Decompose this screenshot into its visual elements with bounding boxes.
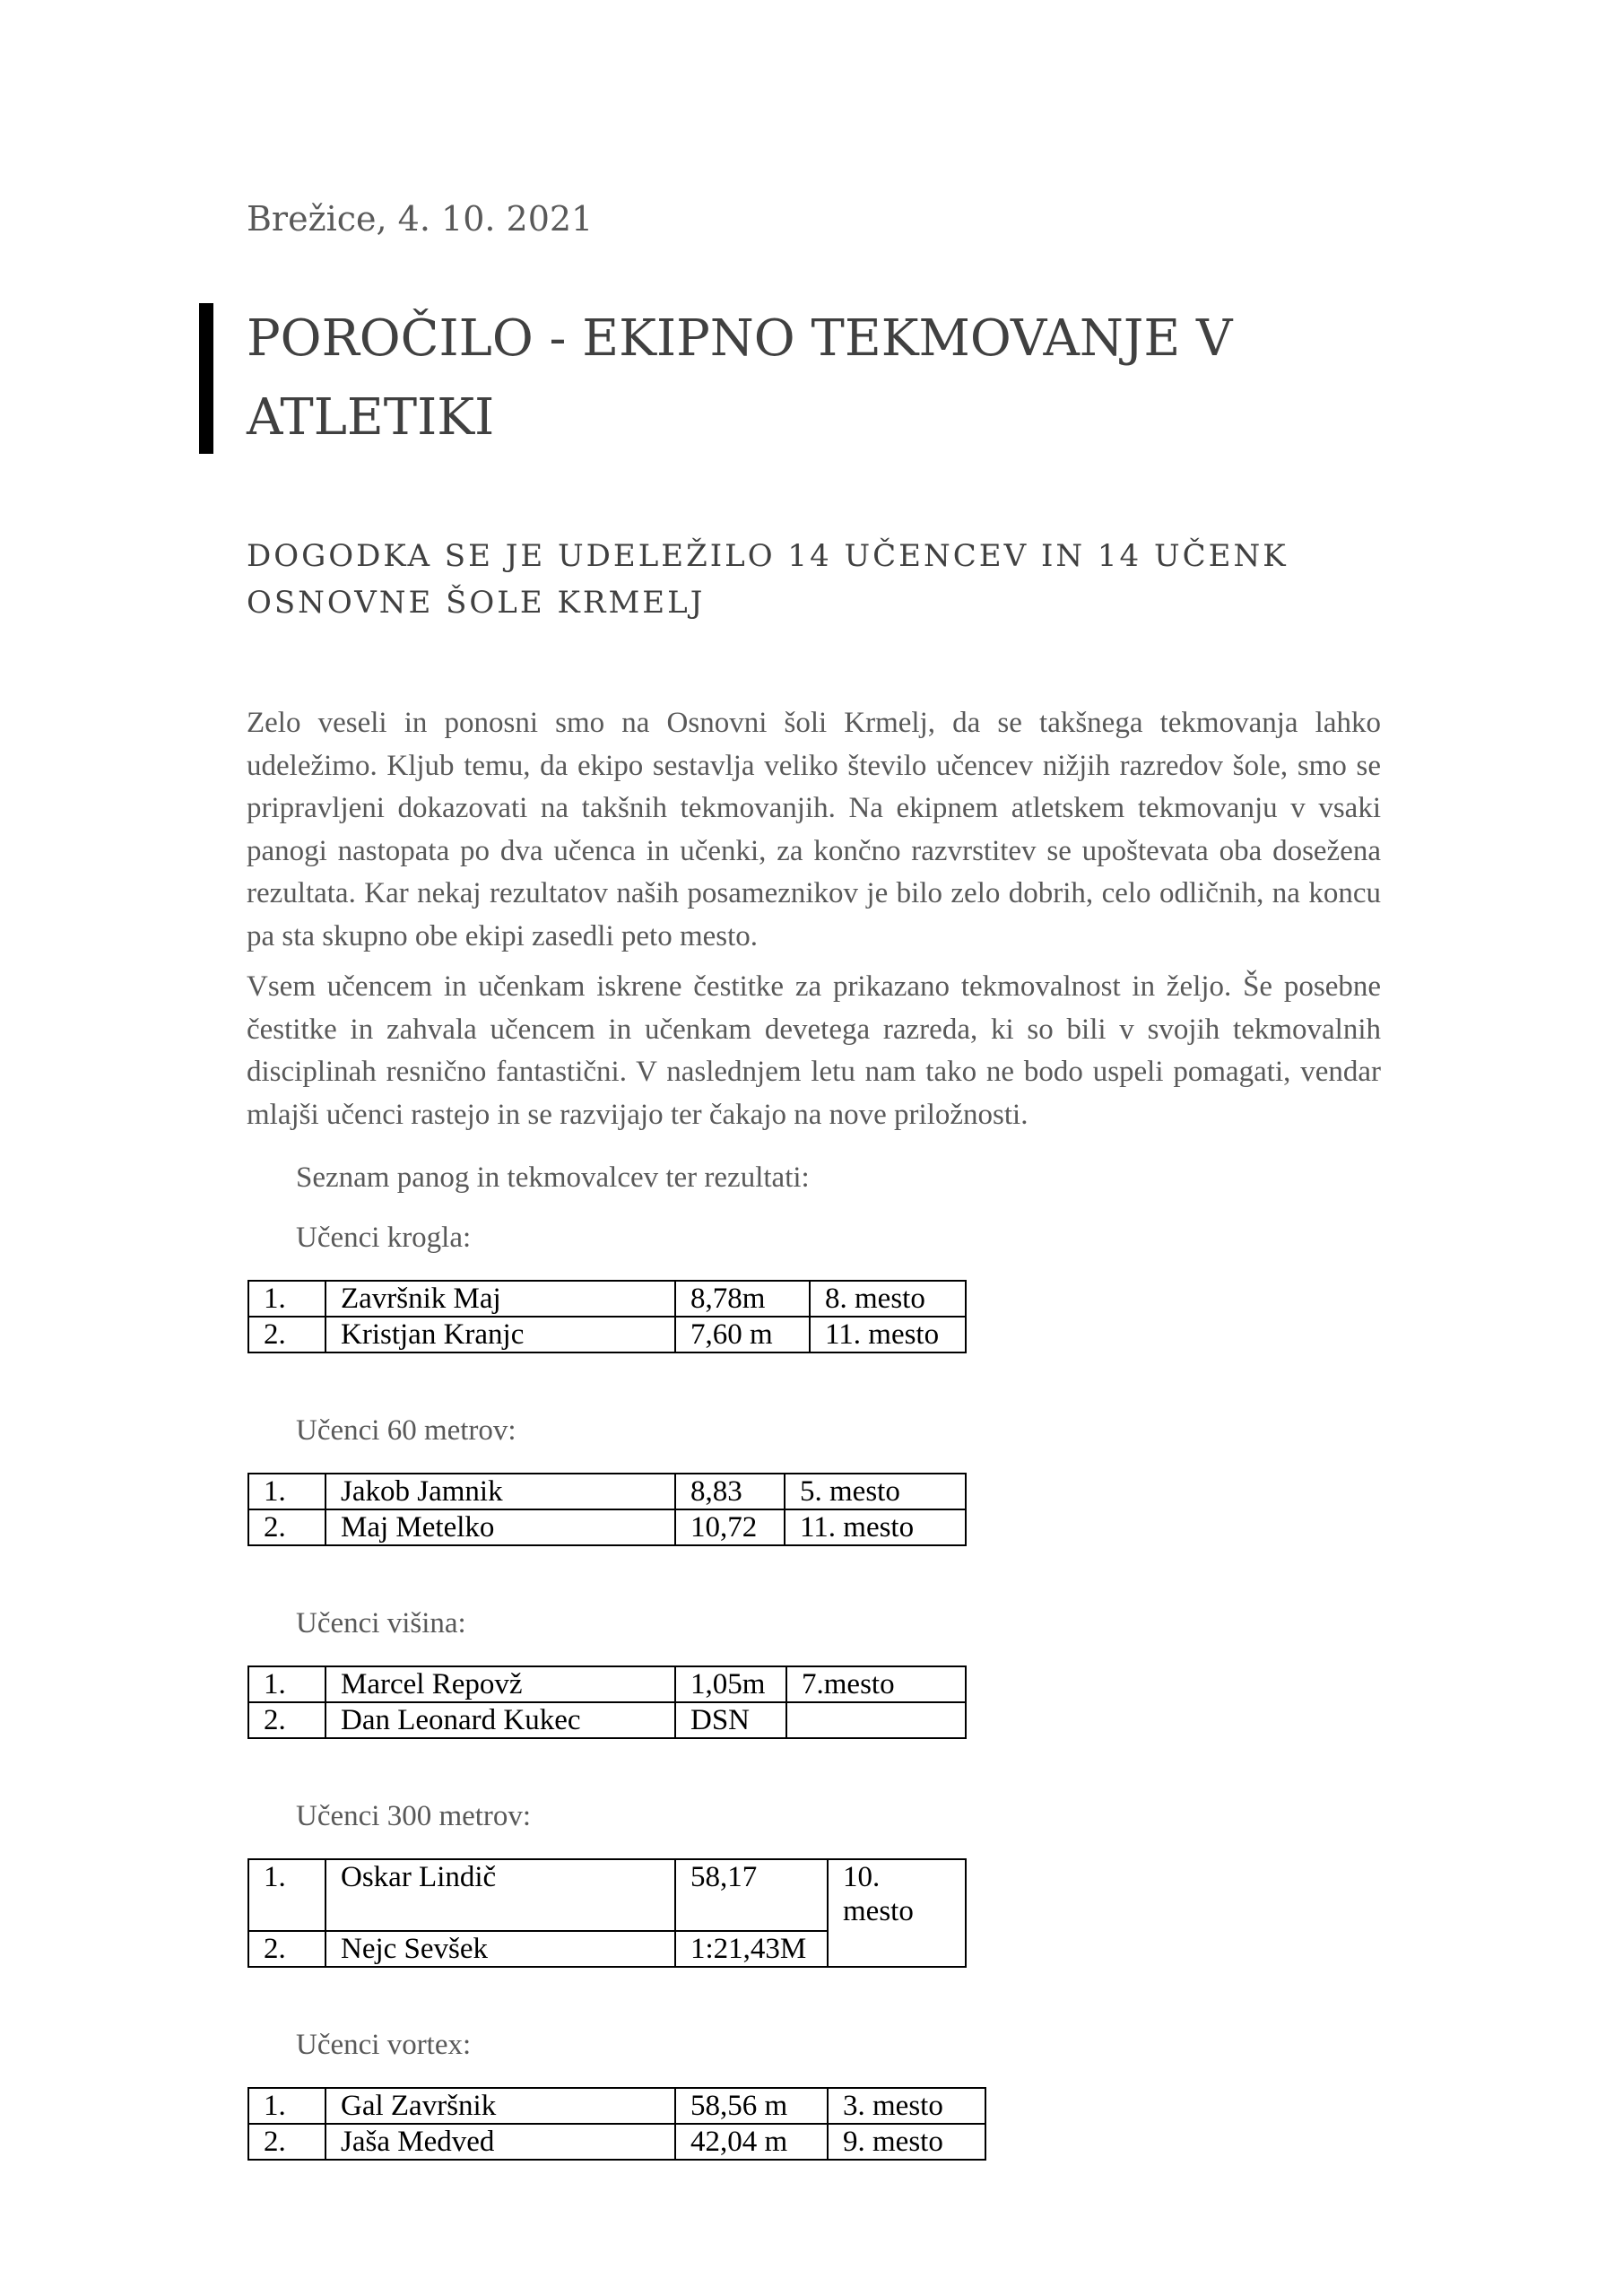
- name-cell: Marcel Repovž: [325, 1666, 675, 1702]
- place-cell: 9. mesto: [828, 2124, 985, 2160]
- name-cell: Dan Leonard Kukec: [325, 1702, 675, 1738]
- result-cell: 1,05m: [675, 1666, 786, 1702]
- place-cell: 7.mesto: [786, 1666, 966, 1702]
- result-cell: 1:21,43M: [675, 1931, 828, 1967]
- results-table-60-metrov: [247, 1473, 967, 1546]
- place-cell: 8. mesto: [810, 1281, 966, 1317]
- rank-cell: 2.: [248, 1702, 325, 1738]
- rank-cell: 1.: [248, 2088, 325, 2124]
- result-cell: 58,17: [675, 1859, 828, 1931]
- rank-cell: 1.: [248, 1666, 325, 1702]
- table-row: [248, 1666, 966, 1702]
- name-cell: Nejc Sevšek: [325, 1931, 675, 1967]
- result-cell: DSN: [675, 1702, 786, 1738]
- name-cell: Kristjan Kranjc: [325, 1317, 675, 1352]
- rank-cell: 1.: [248, 1281, 325, 1317]
- paragraph: Zelo veseli in ponosni smo na Osnovni šoli Krmelj, da se takšnega tekmovanja lahko udeležimo. Kljub temu, da ekipo sestavlja veliko število učencev nižjih razredov šole, smo se pripravljeni dokazovati na takšnih tekmovanjih. Na ekipnem atletskem tekmovanju v vsaki panogi nastopata po dva učenca in učenki, za končno razvrstitev se upoštevata oba dosežena rezultata. Kar nekaj rezultatov naših posameznikov je bilo zelo dobrih, celo odličnih, na koncu pa sta skupno obe ekipi zasedli peto mesto.: [247, 707, 1381, 952]
- section-label-60-metrov: Učenci 60 metrov:: [296, 1414, 516, 1447]
- table-row: [248, 2124, 985, 2160]
- place-cell: 10. mesto: [828, 1859, 966, 1967]
- document-date: Brežice, 4. 10. 2021: [247, 199, 594, 239]
- section-label-visina: Učenci višina:: [296, 1607, 466, 1639]
- name-cell: Jakob Jamnik: [325, 1474, 675, 1509]
- paragraph: Vsem učencem in učenkam iskrene čestitke za prikazano tekmovalnost in željo. Še posebne čestitke in zahvala učencem in učenkam devetega razreda, ki so bili v svojih tekmovalnih disciplinah resnično fantastični. V naslednjem letu nam tako ne bodo uspeli pomagati, vendar mlajši učenci rastejo in se razvijajo ter čakajo na nove priložnosti.: [247, 970, 1381, 1131]
- table-row: [248, 1859, 966, 1931]
- table-row: [248, 1281, 966, 1317]
- name-cell: Završnik Maj: [325, 1281, 675, 1317]
- result-cell: 7,60 m: [675, 1317, 810, 1352]
- place-cell: 3. mesto: [828, 2088, 985, 2124]
- section-label-300-metrov: Učenci 300 metrov:: [296, 1800, 532, 1832]
- list-intro: Seznam panog in tekmovalcev ter rezultati:: [296, 1161, 810, 1194]
- section-label-vortex: Učenci vortex:: [296, 2029, 472, 2061]
- rank-cell: 2.: [248, 1509, 325, 1545]
- table-row: [248, 1317, 966, 1352]
- name-cell: Gal Završnik: [325, 2088, 675, 2124]
- section-label-krogla: Učenci krogla:: [296, 1222, 472, 1254]
- title-accent-bar: [199, 303, 213, 454]
- place-cell: 5. mesto: [785, 1474, 966, 1509]
- rank-cell: 2.: [248, 1317, 325, 1352]
- results-table-visina: [247, 1665, 967, 1739]
- body-text: [247, 702, 1381, 1144]
- results-table-krogla: [247, 1280, 967, 1353]
- place-cell: 11. mesto: [810, 1317, 966, 1352]
- place-cell: [786, 1702, 966, 1738]
- document-subtitle: DOGODKA SE JE UDELEŽILO 14 UČENCEV IN 14 UČENK OSNOVNE ŠOLE KRMELJ: [247, 538, 1289, 621]
- name-cell: Oskar Lindič: [325, 1859, 675, 1931]
- table-row: [248, 1474, 966, 1509]
- result-cell: 58,56 m: [675, 2088, 828, 2124]
- result-cell: 10,72: [675, 1509, 785, 1545]
- results-table-vortex: [247, 2087, 986, 2161]
- results-table-300-metrov: [247, 1858, 967, 1968]
- table-row: [248, 1702, 966, 1738]
- rank-cell: 2.: [248, 1931, 325, 1967]
- rank-cell: 1.: [248, 1474, 325, 1509]
- name-cell: Maj Metelko: [325, 1509, 675, 1545]
- table-row: [248, 1509, 966, 1545]
- result-cell: 8,78m: [675, 1281, 810, 1317]
- document-title: POROČILO - EKIPNO TEKMOVANJE V ATLETIKI: [247, 309, 1233, 447]
- name-cell: Jaša Medved: [325, 2124, 675, 2160]
- table-row: [248, 2088, 985, 2124]
- result-cell: 8,83: [675, 1474, 785, 1509]
- rank-cell: 1.: [248, 1859, 325, 1931]
- rank-cell: 2.: [248, 2124, 325, 2160]
- place-cell: 11. mesto: [785, 1509, 966, 1545]
- result-cell: 42,04 m: [675, 2124, 828, 2160]
